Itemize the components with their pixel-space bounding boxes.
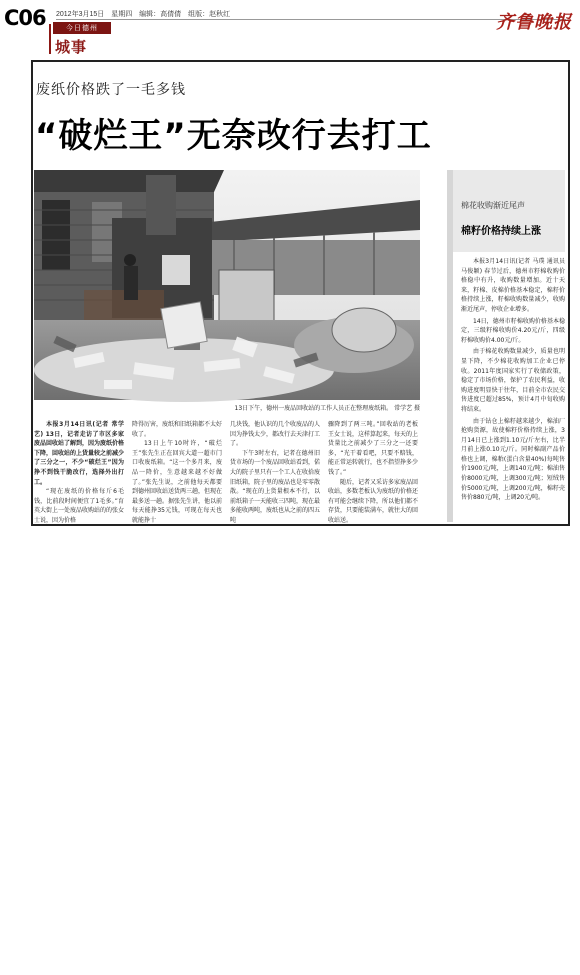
issue-date: 2012年3月15日: [56, 11, 105, 18]
news-photo: [34, 170, 420, 400]
recycling-station-photo: [34, 170, 420, 400]
sidebar-kicker: 棉花收购渐近尾声: [461, 201, 525, 210]
article-column-2: [132, 420, 223, 524]
section-accent-bar: [49, 24, 51, 54]
article-column-4: [328, 420, 419, 524]
sidebar-article: [447, 170, 565, 522]
section-name: 城事: [55, 38, 88, 56]
article-paragraph: 降得厉害，废纸和旧纸箱都不太好收了。: [132, 421, 223, 438]
article-column-1: [34, 420, 125, 524]
sidebar-title: 棉籽价格持续上涨: [461, 226, 541, 237]
article-kicker: 废纸价格跌了一毛多钱: [36, 82, 186, 98]
photo-caption: 13日下午，德州一废品回收站的工作人员正在整理废纸箱。 常学艺 摄: [234, 405, 420, 412]
article-headline: “破烂王”无奈改行去打工: [35, 116, 432, 156]
sidebar-paragraph: 由于棉花收购数量减少，质量也明显下降，不少棉花收购加工企业已停收。2011年度国家实行了收储政策，稳定了市场价格，保护了农民利益，收购进度明显快于往年，目前全市农民交售进度已超过85%，预计4月中旬收购将结束。: [461, 348, 565, 413]
editor-credit: 编辑：高倩倩: [139, 11, 182, 18]
issue-meta: [56, 9, 235, 19]
sidebar-paragraph: 由于钻仓上棉籽越来越少，棉油厂抢购货源，故使棉籽价格持续上涨，3月14日已上涨到1.10元/斤左右，比半月前上涨0.10元/斤。同时棉副产品价格也上调，棉粕(蛋白含量40%)每吨售价1900元/吨，上调140元/吨；棉油售价8000元/吨，上调300元/吨；短绒售价5000元/吨，上调200元/吨，棉籽壳售价880元/吨，上调20元/吨。: [461, 417, 565, 502]
sidebar-paragraph: 14日，德州市籽棉收购价格基本稳定，三级籽棉收购价4.20元/斤，四级籽棉收购价4.00元/斤。: [461, 317, 565, 344]
article-body: [34, 420, 424, 524]
sidebar-header: [453, 170, 565, 252]
article-paragraph: 下午3时左右，记者在德州旧货市场的一个废品回收站看到，偌大的院子里只有一个工人在收拾废旧纸箱，院子里的废品也是零零散散。“现在的上货量根本不行，以前纸箱子一天能收三四吨，现在最多能收两吨，废纸也从之前的四五吨: [230, 449, 321, 524]
issue-weekday: 星期四: [111, 11, 133, 18]
article-paragraph: 骤降到了两三吨。”回收站的老板王女士说，这样算起来，每天的上货量比之前减少了三分之一还要多，“光干着看吧，只要不赔钱，能正常运转就行，也不指望挣多少钱了。”: [328, 421, 419, 476]
newspaper-logo: 齐鲁晚报: [496, 12, 572, 33]
designer-credit: 组版：赵秋红: [188, 11, 231, 18]
article-paragraph: 几块钱，他认识的几个收废品的人因为挣钱太少，都改行去天津打工了。: [230, 421, 321, 448]
masthead: [0, 0, 580, 58]
page-number: C06: [4, 6, 46, 30]
article-paragraph: 本报3月14日讯(记者 常学艺) 13日，记者走访了市区多家废品回收站了解到，因为废纸价格下降，回收站的上货量较之前减少了三分之一，不少“破烂王”因为挣不到钱干脆改行，选择外出打工。: [34, 421, 125, 486]
header-rule: [56, 19, 566, 20]
section-tag: 今日德州: [53, 22, 111, 34]
article-paragraph: 随后，记者又采访多家废品回收站，多数老板认为废纸的价格还有可能会继续下降，所以他们都不存货，只要能装满车，就往大的回收站送。: [328, 478, 419, 524]
article-paragraph: 13日上午10时许，“破烂王”张先生正在回宾大道一超市门口收废纸箱。“这一个多月来，废品一降价，生意越来越不好做了。”张先生说，之前他每天都要到德州回收站送货两三趟，但现在最多送一趟。据张先生讲，他以前每天能挣35元钱，可现在每天也就能挣十: [132, 440, 223, 524]
sidebar-body: [461, 257, 565, 505]
article-paragraph: “现在废纸的价格每斤6毛钱，比前段时间便宜了1毛多。”育英大街上一处废品收购站的的张女士说，因为价格: [34, 488, 125, 524]
article-column-3: [230, 420, 321, 524]
sidebar-paragraph: 本报3月14日讯(记者 马璞 通讯员 马俊颖) 春节过后，德州市籽棉收购价格稳中有升，收购数量增加。近十天来，籽棉、皮棉价格基本稳定，棉籽价格持续上涨，籽棉收购数量减少，收购渐近尾声，停收企业增多。: [461, 258, 565, 313]
